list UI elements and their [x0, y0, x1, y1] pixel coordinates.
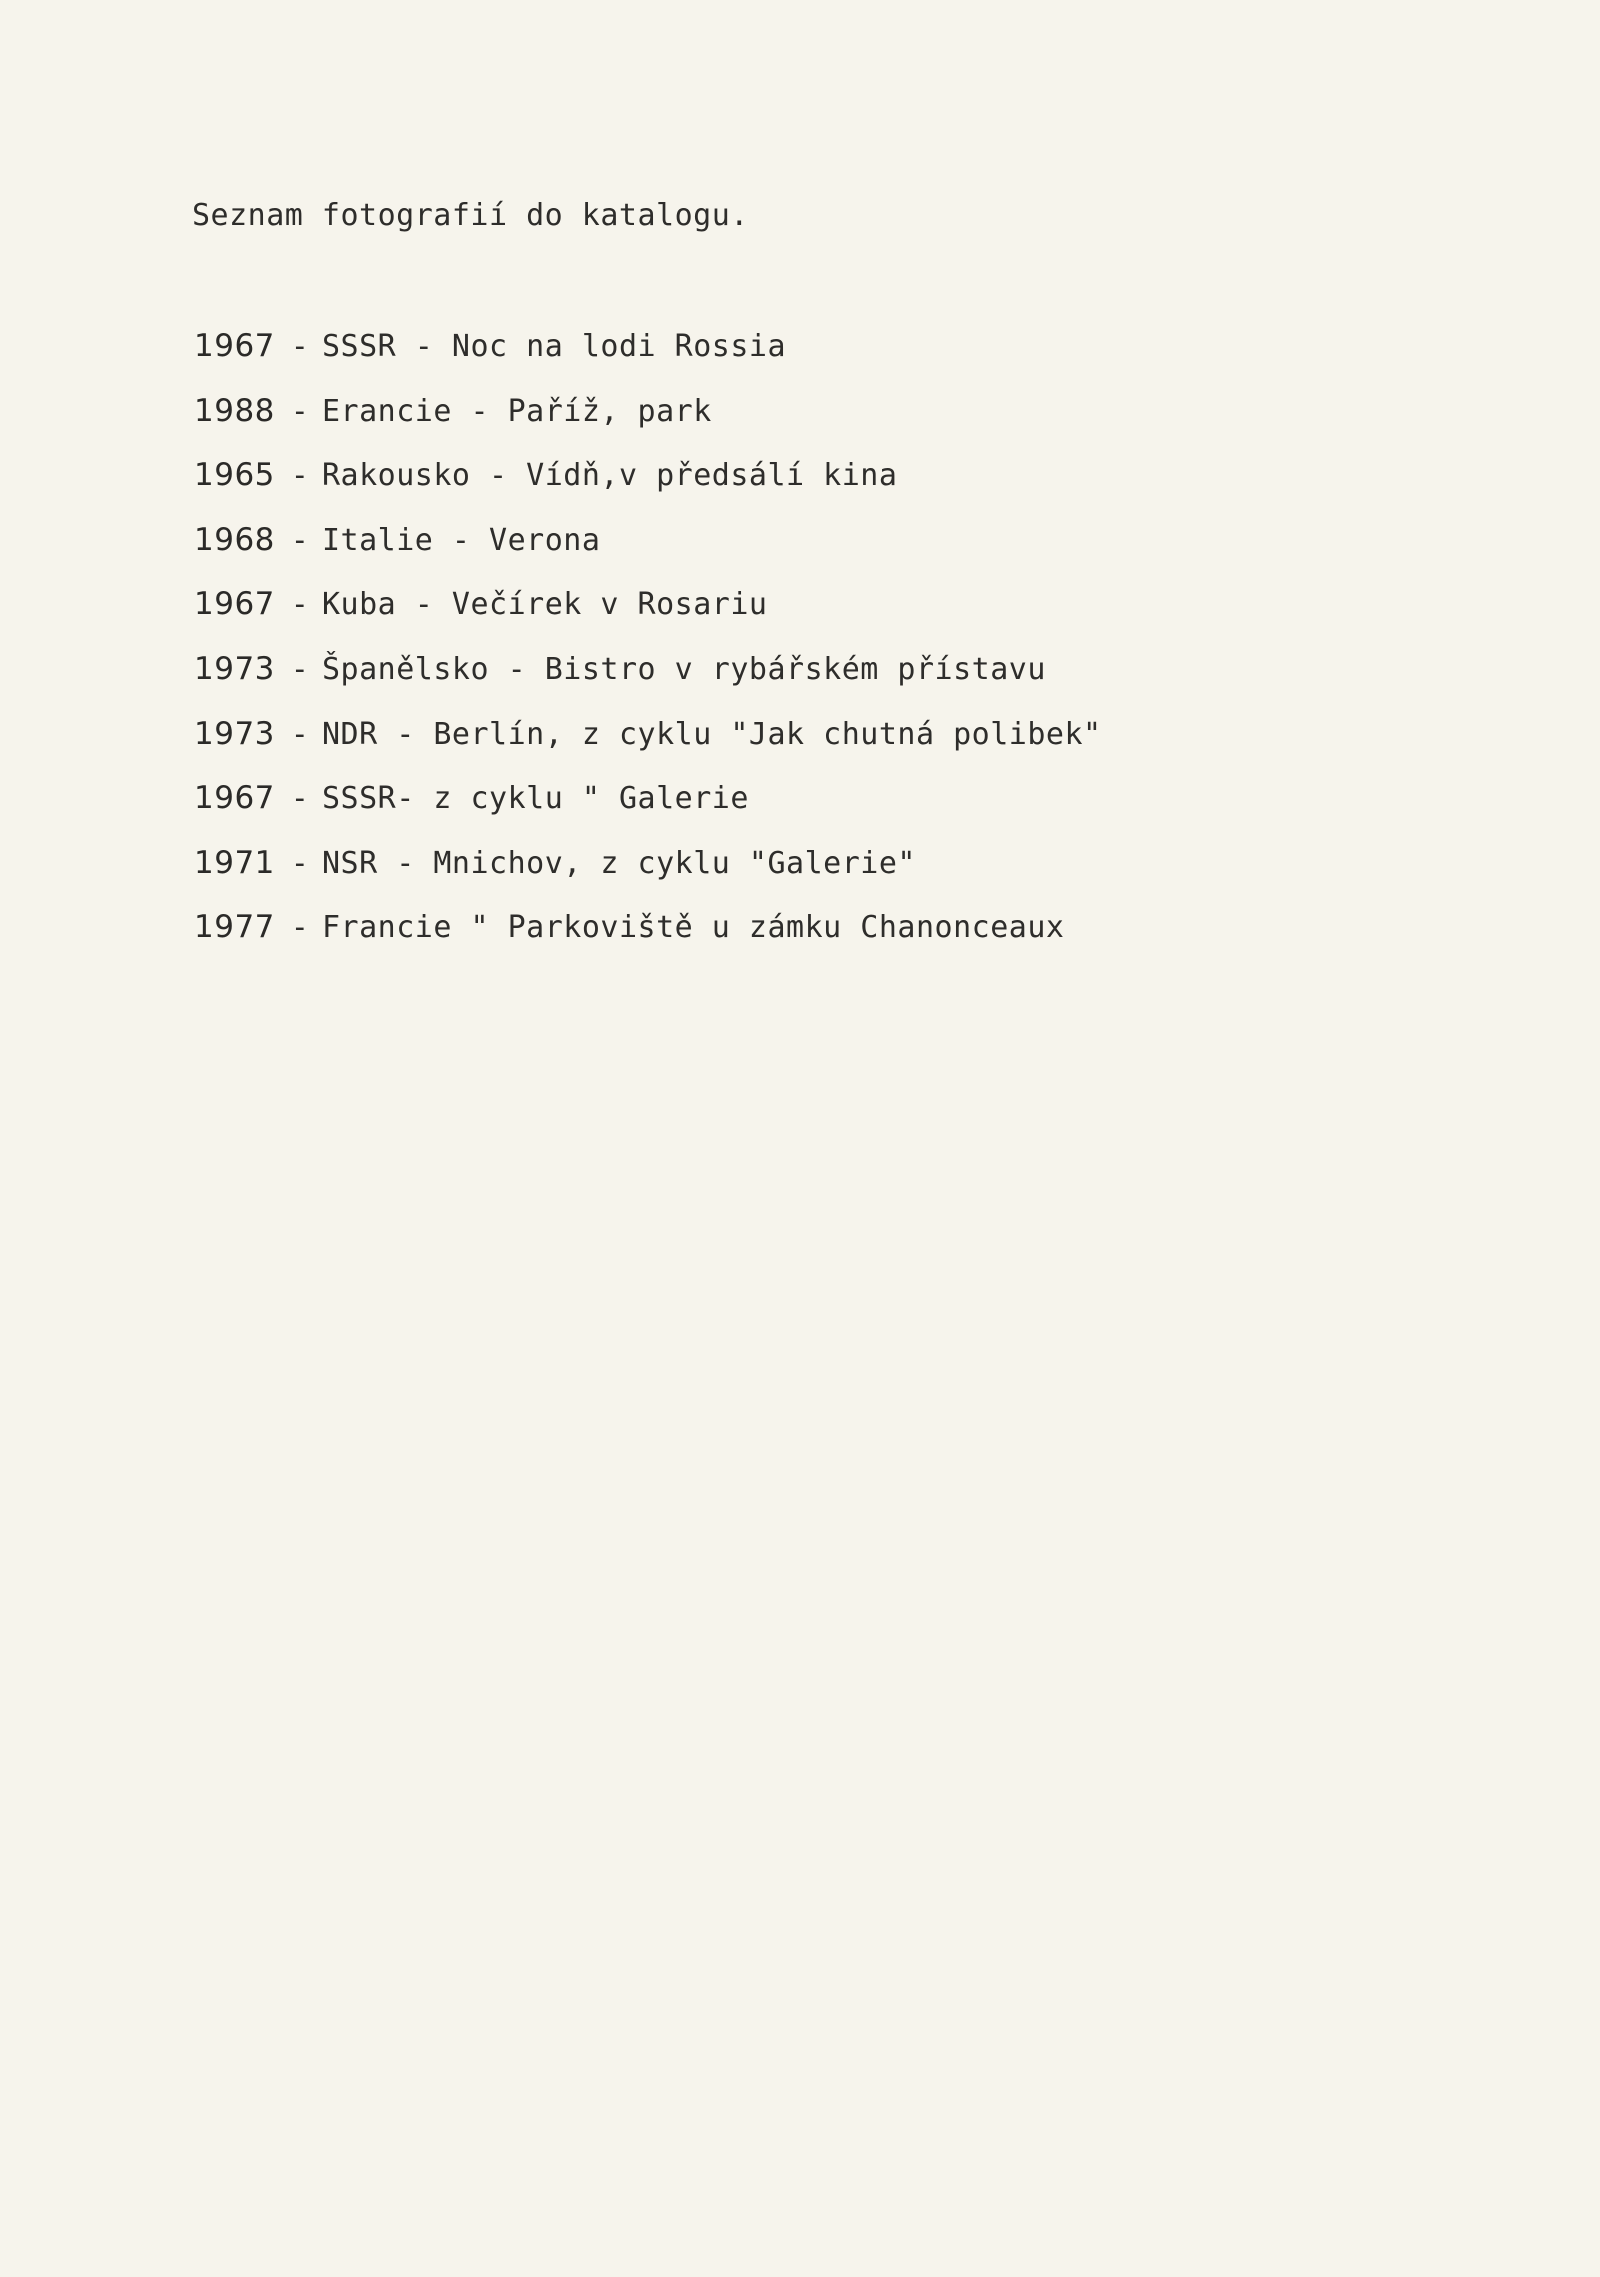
entry-separator: - — [290, 458, 310, 494]
list-item — [194, 586, 1102, 651]
list-item — [194, 328, 1102, 393]
entry-separator: - — [290, 910, 310, 946]
entry-text: SSSR- z cyklu " Galerie — [322, 781, 749, 817]
list-item — [194, 522, 1102, 587]
entry-text: Kuba - Večírek v Rosariu — [322, 587, 768, 623]
entry-year: 1965 — [194, 457, 275, 494]
entry-text: SSSR - Noc na lodi Rossia — [322, 329, 787, 364]
entry-year: 1988 — [194, 392, 275, 429]
page-title: Seznam fotografií do katalogu. — [192, 198, 749, 233]
entry-year: 1973 — [194, 650, 275, 687]
entry-year: 1977 — [194, 909, 275, 946]
entry-separator: - — [290, 393, 310, 429]
list-item — [194, 393, 1102, 458]
entry-separator: - — [290, 651, 310, 687]
entry-separator: - — [290, 587, 310, 623]
list-item — [194, 780, 1102, 845]
entry-year: 1967 — [194, 780, 275, 817]
entry-text: NSR - Mnichov, z cyklu "Galerie" — [322, 845, 916, 881]
entry-year: 1967 — [194, 586, 275, 623]
entry-text: Francie " Parkoviště u zámku Chanonceaux — [322, 910, 1065, 946]
photo-list — [194, 328, 1102, 974]
entry-text: NDR - Berlín, z cyklu "Jak chutná polibek" — [322, 716, 1102, 752]
entry-text: Erancie - Paříž, park — [322, 393, 712, 429]
entry-separator: - — [290, 781, 310, 817]
list-item — [194, 651, 1102, 716]
entry-text: Španělsko - Bistro v rybářském přístavu — [322, 651, 1046, 687]
entry-separator: - — [290, 716, 310, 752]
entry-separator: - — [290, 845, 310, 881]
entry-year: 1968 — [194, 521, 275, 558]
list-item — [194, 457, 1102, 522]
list-item — [194, 716, 1102, 781]
entry-year: 1971 — [194, 844, 275, 881]
list-item — [194, 909, 1102, 974]
entry-separator: - — [290, 329, 310, 364]
entry-separator: - — [290, 522, 310, 558]
list-item — [194, 845, 1102, 910]
entry-text: Italie - Verona — [322, 522, 601, 558]
entry-year: 1967 — [194, 328, 275, 364]
entry-text: Rakousko - Vídň,v předsálí kina — [322, 458, 898, 494]
entry-year: 1973 — [194, 715, 275, 752]
